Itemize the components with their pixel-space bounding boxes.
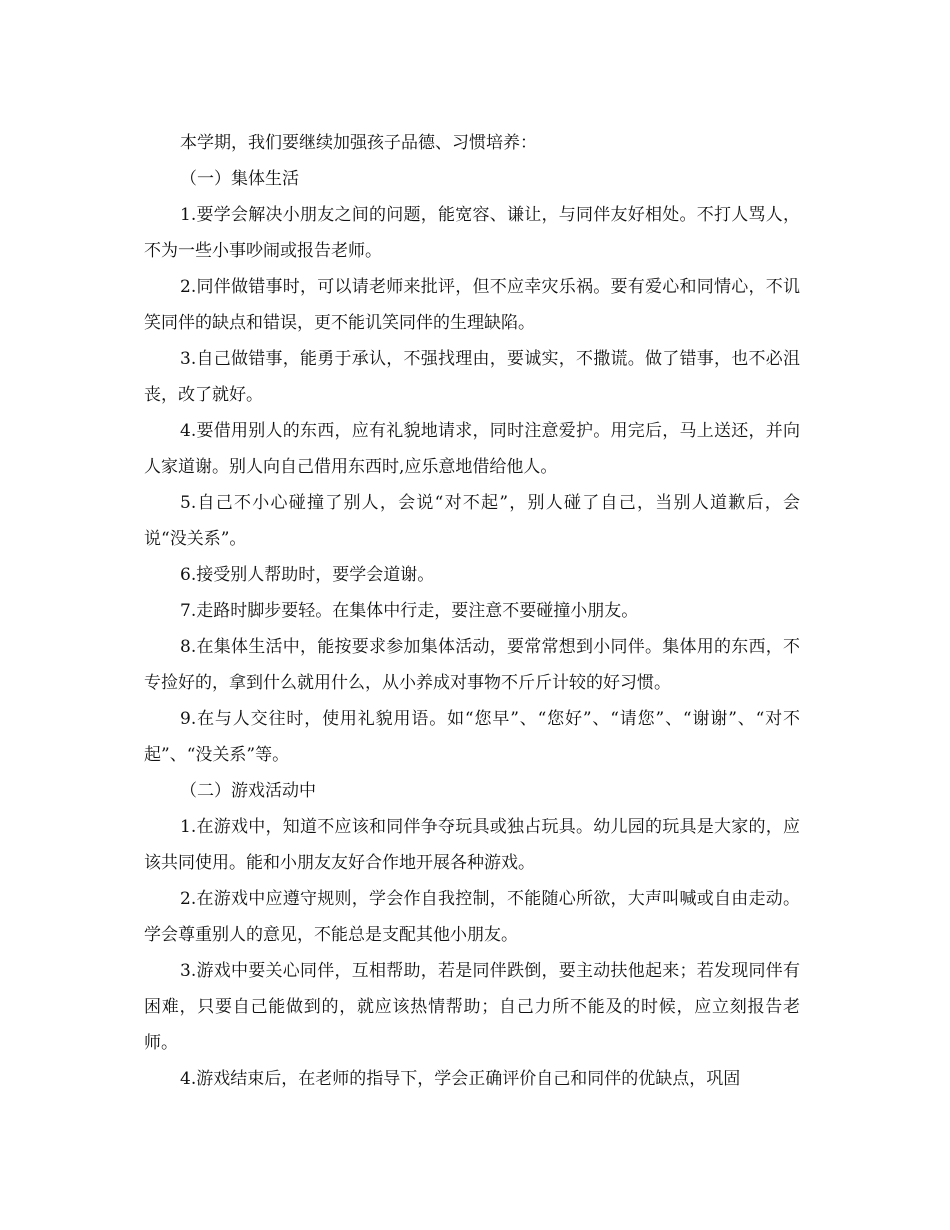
list-item: 1.要学会解决小朋友之间的问题，能宽容、谦让，与同伴友好相处。不打人骂人，不为一些小事吵闹或报告老师。	[144, 205, 800, 261]
list-item: 4.要借用别人的东西，应有礼貌地请求，同时注意爱护。用完后，马上送还，并向人家道谢。别人向自己借用东西时,应乐意地借给他人。	[144, 421, 800, 477]
list-item: 5.自己不小心碰撞了别人，会说“对不起”，别人碰了自己，当别人道歉后，会说“没关系”。	[144, 493, 800, 549]
list-item: 6.接受别人帮助时，要学会道谢。	[180, 565, 435, 585]
list-item: 3.游戏中要关心同伴，互相帮助，若是同伴跌倒，要主动扶他起来；若发现同伴有困难，只要自己能做到的，就应该热情帮助；自己力所不能及的时候，应立刻报告老师。	[144, 961, 800, 1053]
intro-paragraph: 本学期，我们要继续加强孩子品德、习惯培养：	[180, 133, 537, 153]
list-item: 3.自己做错事，能勇于承认，不强找理由，要诚实，不撒谎。做了错事，也不必沮丧，改了就好。	[144, 349, 800, 405]
document-body	[144, 125, 800, 1097]
section-heading-collective-life: （一）集体生活	[180, 169, 299, 189]
list-item: 1.在游戏中，知道不应该和同伴争夺玩具或独占玩具。幼儿园的玩具是大家的，应该共同使用。能和小朋友友好合作地开展各种游戏。	[144, 817, 800, 873]
list-item: 9.在与人交往时，使用礼貌用语。如“您早”、“您好”、“请您”、“谢谢”、“对不起”、“没关系”等。	[144, 709, 800, 765]
list-item: 8.在集体生活中，能按要求参加集体活动，要常常想到小同伴。集体用的东西，不专捡好的，拿到什么就用什么，从小养成对事物不斤斤计较的好习惯。	[144, 637, 800, 693]
section-heading-game-activities: （二）游戏活动中	[180, 781, 316, 801]
list-item: 2.在游戏中应遵守规则，学会作自我控制，不能随心所欲，大声叫喊或自由走动。学会尊重别人的意见，不能总是支配其他小朋友。	[144, 889, 800, 945]
list-item: 4.游戏结束后，在老师的指导下，学会正确评价自己和同伴的优缺点，巩固	[180, 1069, 741, 1089]
list-item: 2.同伴做错事时，可以请老师来批评，但不应幸灾乐祸。要有爱心和同情心，不讥笑同伴的缺点和错误，更不能讥笑同伴的生理缺陷。	[144, 277, 800, 333]
list-item: 7.走路时脚步要轻。在集体中行走，要注意不要碰撞小朋友。	[180, 601, 639, 621]
